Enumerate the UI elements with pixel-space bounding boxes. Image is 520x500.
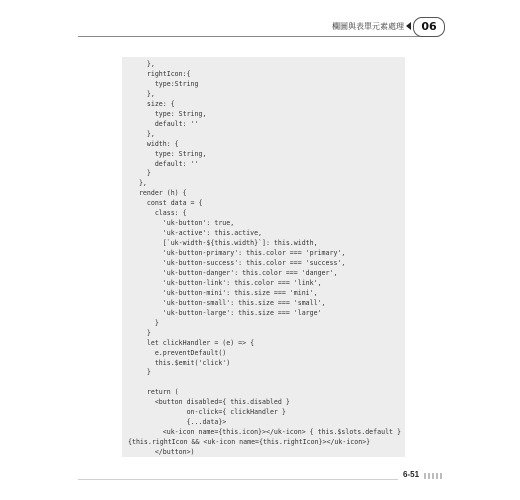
chapter-title: 欄圖與表單元素處理: [332, 22, 404, 31]
code-line: }: [131, 368, 151, 377]
code-line: }: [131, 328, 151, 337]
code-line: 'uk-active': this.active,: [131, 229, 263, 238]
code-line: size: {: [131, 99, 175, 108]
code-line: <button disabled={ this.disabled }: [131, 398, 290, 407]
code-line: {...data}>: [131, 418, 227, 427]
code-line: </button>): [131, 448, 195, 457]
code-line: const data = {: [131, 199, 203, 208]
code-line: let clickHandler = (e) => {: [131, 338, 255, 347]
code-line: class: {: [131, 209, 187, 218]
code-line: <uk-icon name={this.icon}></uk-icon> { this.$slots.default }: [131, 428, 401, 437]
code-line: {this.rightIcon && <uk-icon name={this.rightIcon}></uk-icon>}: [128, 438, 371, 447]
code-line: this.$emit('click'): [131, 358, 231, 367]
code-line: },: [131, 89, 155, 98]
code-line: 'uk-button-large': this.size === 'large': [131, 308, 322, 317]
code-line: [`uk-width-${this.width}`]: this.width,: [131, 239, 318, 248]
code-line: type:String: [131, 79, 199, 88]
code-line: default: '': [131, 159, 199, 168]
footer-rule: [78, 479, 398, 480]
code-line: },: [131, 60, 155, 68]
code-line: e.preventDefault(): [131, 348, 227, 357]
page-number: 6-51: [403, 470, 420, 479]
code-line: return (: [131, 388, 179, 397]
chapter-arrow-icon: [406, 22, 411, 30]
chapter-number-badge: 06: [413, 17, 445, 37]
code-line: width: {: [131, 139, 179, 148]
code-line: on-click={ clickHandler }: [131, 408, 286, 417]
code-block: [122, 57, 405, 457]
code-line: default: '': [131, 119, 199, 128]
code-line: type: String,: [131, 149, 207, 158]
code-line: 'uk-button': true,: [131, 219, 235, 228]
code-line: 'uk-button-primary': this.color === 'primary',: [131, 249, 346, 258]
code-line: 'uk-button-link': this.color === 'link',: [131, 278, 322, 287]
code-line: }: [131, 318, 159, 327]
code-line: type: String,: [131, 109, 207, 118]
code-line: },: [131, 179, 147, 188]
footer-decoration: [424, 473, 444, 479]
code-line: 'uk-button-success': this.color === 'success',: [131, 259, 346, 267]
code-line: 'uk-button-danger': this.color === 'danger',: [131, 268, 338, 277]
code-line: rightIcon:{: [131, 69, 191, 78]
header-rule: [78, 36, 423, 37]
code-line: 'uk-button-mini': this.size === 'mini',: [131, 288, 318, 297]
code-line: },: [131, 129, 155, 138]
code-line: render (h) {: [131, 189, 187, 198]
code-line: }: [131, 169, 151, 178]
code-line: 'uk-button-small': this.size === 'small',: [131, 298, 326, 307]
